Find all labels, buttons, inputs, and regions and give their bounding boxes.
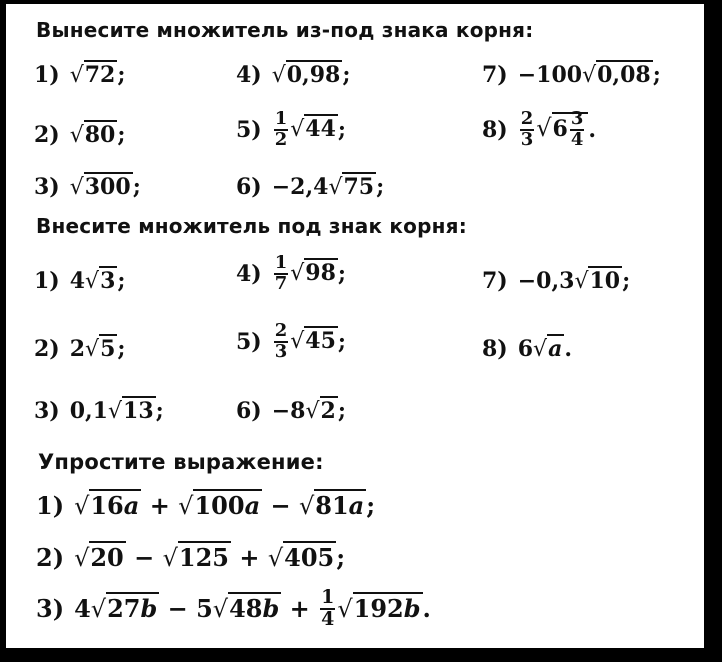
s2-exercise-2: 2) 2√5;: [34, 336, 126, 362]
s1-exercise-5: 5) $\frac{1}{2}$ √44;: [236, 108, 347, 150]
s2-exercise-7: 7) −0,3√10;: [482, 268, 631, 294]
s1-exercise-4: 4) √0,98;: [236, 62, 351, 88]
s3-exercise-1: 1) √16a + √100a − √81a;: [36, 491, 376, 520]
s2-exercise-5: 5) $\frac{2}{3}$ √45;: [236, 320, 347, 362]
s3-exercise-2: 2) √20 − √125 + √405;: [36, 543, 346, 572]
s2-exercise-3: 3) 0,1√13;: [34, 398, 164, 424]
s1-exercise-2: 2) √80;: [34, 122, 126, 148]
s3-exercise-3: 3) 4√27b − 5√48b + $\frac{1}{4}$ √192b.: [36, 586, 431, 630]
worksheet-page: [6, 4, 704, 648]
s1-exercise-8: 8) $\frac{2}{3}$ √6 $\frac{3}{4}$ .: [482, 108, 597, 150]
s1-exercise-6: 6) −2,4√75;: [236, 174, 385, 200]
section1-heading: Вынесите множитель из-под знака корня:: [36, 18, 534, 42]
section3-heading: Упростите выражение:: [38, 450, 324, 474]
s2-exercise-4: 4) $\frac{1}{7}$ √98;: [236, 252, 347, 294]
s1-exercise-3: 3) √300;: [34, 174, 141, 200]
s2-exercise-6: 6) −8√2;: [236, 398, 346, 424]
s1-exercise-7: 7) −100√0,08;: [482, 62, 661, 88]
s2-exercise-1: 1) 4√3;: [34, 268, 126, 294]
s2-exercise-8: 8) 6√a.: [482, 336, 572, 362]
section2-heading: Внесите множитель под знак корня:: [36, 214, 467, 238]
s1-exercise-1: 1) √72;: [34, 62, 126, 88]
